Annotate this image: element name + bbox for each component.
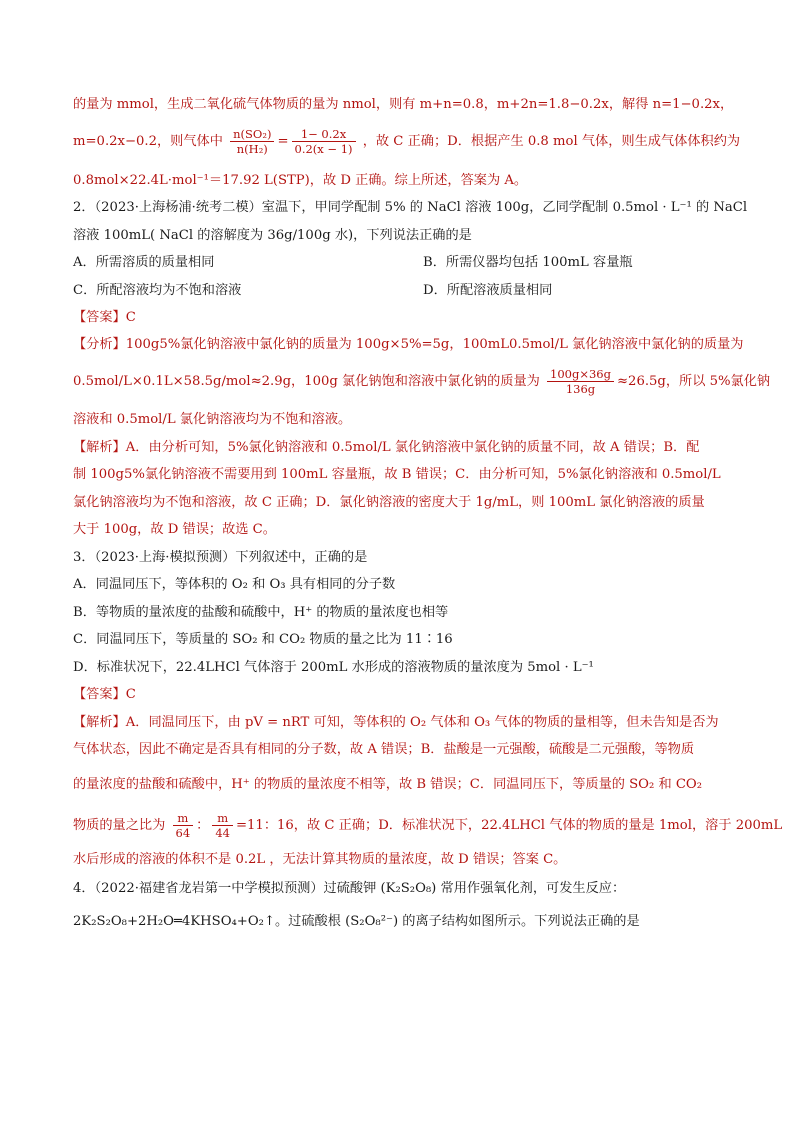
question-3-explanation-line-2: 气体状态，因此不确定是否具有相同的分子数，故 A 错误；B．盐酸是一元强酸，硫酸是二元强酸，等物质 xyxy=(73,742,695,757)
text: 0.5mol/L×0.1L×58.5g/mol≈2.9g，100g 氯化钠饱和溶液中氯化钠的质量为 xyxy=(73,374,540,389)
fraction-denominator: 136g xyxy=(565,382,596,396)
question-2-stem-line-2: 溶液 100mL( NaCl 的溶解度为 36g/100g 水)，下列说法正确的是 xyxy=(73,228,472,243)
question-3-explanation-line-5: 水后形成的溶液的体积不是 0.2L ，无法计算其物质的量浓度，故 D 错误；答案 C。 xyxy=(73,852,567,867)
question-3-option-d: D．标准状况下，22.4LHCl 气体溶于 200mL 水形成的溶液物质的量浓度为 5mol · L⁻¹ xyxy=(73,660,594,675)
question-2-explanation-line-4: 大于 100g，故 D 错误；故选 C。 xyxy=(73,522,276,537)
prev-solution-line-3: 0.8mol×22.4L·mol⁻¹＝17.92 L(STP)，故 D 正确。综上所述，答案为 A。 xyxy=(73,173,528,188)
question-3-explanation-line-4 xyxy=(73,811,783,840)
fraction-numerator: n(SO₂) xyxy=(230,127,274,142)
fraction-numerator: m xyxy=(173,811,194,826)
fraction-m-over-64 xyxy=(173,811,194,840)
question-2-options-row-1 xyxy=(73,254,723,272)
text: 物质的量之比为 xyxy=(73,818,166,833)
text: ≈26.5g，所以 5%氯化钠 xyxy=(617,374,771,389)
colon: ： xyxy=(196,818,210,833)
question-3-answer: 【答案】C xyxy=(73,687,136,702)
question-2-analysis-line-1: 【分析】100g5%氯化钠溶液中氯化钠的质量为 100g×5%=5g，100mL0.5mol/L 氯化钠溶液中氯化钠的质量为 xyxy=(73,337,744,352)
option-b: B．所需仪器均包括 100mL 容量瓶 xyxy=(423,255,633,270)
fraction-expression xyxy=(292,127,356,156)
fraction-gas-ratio xyxy=(230,127,274,156)
fraction-m-over-44 xyxy=(212,811,233,840)
question-4-stem-line-2: 2K₂S₂O₈+2H₂O═4KHSO₄+O₂↑。过硫酸根 (S₂O₈²⁻) 的离子结构如图所示。下列说法正确的是 xyxy=(73,914,640,929)
fraction-denominator: 44 xyxy=(215,826,230,840)
option-c: C．所配溶液均为不饱和溶液 xyxy=(73,283,242,298)
question-3-stem: 3．（2023·上海·模拟预测）下列叙述中，正确的是 xyxy=(73,550,368,565)
prev-solution-line-2 xyxy=(73,127,741,156)
question-3-option-c: C．同温同压下，等质量的 SO₂ 和 CO₂ 物质的量之比为 11∶16 xyxy=(73,632,453,647)
fraction-numerator: 100g×36g xyxy=(547,367,614,382)
fraction-denominator: n(H₂) xyxy=(236,142,268,156)
fraction-numerator: 1− 0.2x xyxy=(292,127,356,142)
question-4-stem-line-1: 4．（2022·福建省龙岩第一中学模拟预测）过硫酸钾 (K₂S₂O₈) 常用作强氧化剂，可发生反应： xyxy=(73,881,626,896)
question-2-stem-line-1: 2．（2023·上海杨浦·统考二模）室温下，甲同学配制 5% 的 NaCl 溶液 100g，乙同学配制 0.5mol · L⁻¹ 的 NaCl xyxy=(73,200,748,215)
option-a: A．所需溶质的质量相同 xyxy=(73,255,215,270)
option-d: D．所配溶液质量相同 xyxy=(423,283,553,298)
fraction-numerator: m xyxy=(212,811,233,826)
question-3-option-b: B．等物质的量浓度的盐酸和硫酸中，H⁺ 的物质的量浓度也相等 xyxy=(73,605,449,620)
equals-sign: = xyxy=(277,134,289,149)
text: m=0.2x−0.2，则气体中 xyxy=(73,134,223,149)
text: ，故 C 正确；D．根据产生 0.8 mol 气体，则生成气体体积约为 xyxy=(362,134,741,149)
fraction-denominator: 64 xyxy=(175,826,191,840)
fraction-nacl-mass xyxy=(547,367,614,396)
question-2-answer: 【答案】C xyxy=(73,310,136,325)
question-2-options-row-2 xyxy=(73,282,723,300)
question-3-explanation-line-3: 的量浓度的盐酸和硫酸中，H⁺ 的物质的量浓度不相等，故 B 错误；C．同温同压下，等质量的 SO₂ 和 CO₂ xyxy=(73,777,703,792)
prev-solution-line-1: 的量为 mmol，生成二氧化硫气体物质的量为 nmol，则有 m+n=0.8，m+2n=1.8−0.2x，解得 n=1−0.2x， xyxy=(73,97,734,112)
question-2-explanation-line-2: 制 100g5%氯化钠溶液不需要用到 100mL 容量瓶，故 B 错误；C．由分析可知，5%氯化钠溶液和 0.5mol/L xyxy=(73,467,721,482)
fraction-denominator: 0.2(x − 1) xyxy=(294,142,353,156)
text: =11：16，故 C 正确；D．标准状况下，22.4LHCl 气体的物质的量是 1mol，溶于 200mL xyxy=(235,818,783,833)
question-2-explanation-line-1: 【解析】A．由分析可知，5%氯化钠溶液和 0.5mol/L 氯化钠溶液中氯化钠的质量不同，故 A 错误；B．配 xyxy=(73,440,700,455)
question-2-explanation-line-3: 氯化钠溶液均为不饱和溶液，故 C 正确；D．氯化钠溶液的密度大于 1g/mL，则 100mL 氯化钠溶液的质量 xyxy=(73,495,705,510)
question-2-analysis-line-3: 溶液和 0.5mol/L 氯化钠溶液均为不饱和溶液。 xyxy=(73,412,352,427)
question-3-explanation-line-1: 【解析】A．同温同压下，由 pV = nRT 可知，等体积的 O₂ 气体和 O₃ 气体的物质的量相等，但未告知是否为 xyxy=(73,715,719,730)
question-3-option-a: A．同温同压下，等体积的 O₂ 和 O₃ 具有相同的分子数 xyxy=(73,577,396,592)
question-2-analysis-line-2 xyxy=(73,367,771,396)
